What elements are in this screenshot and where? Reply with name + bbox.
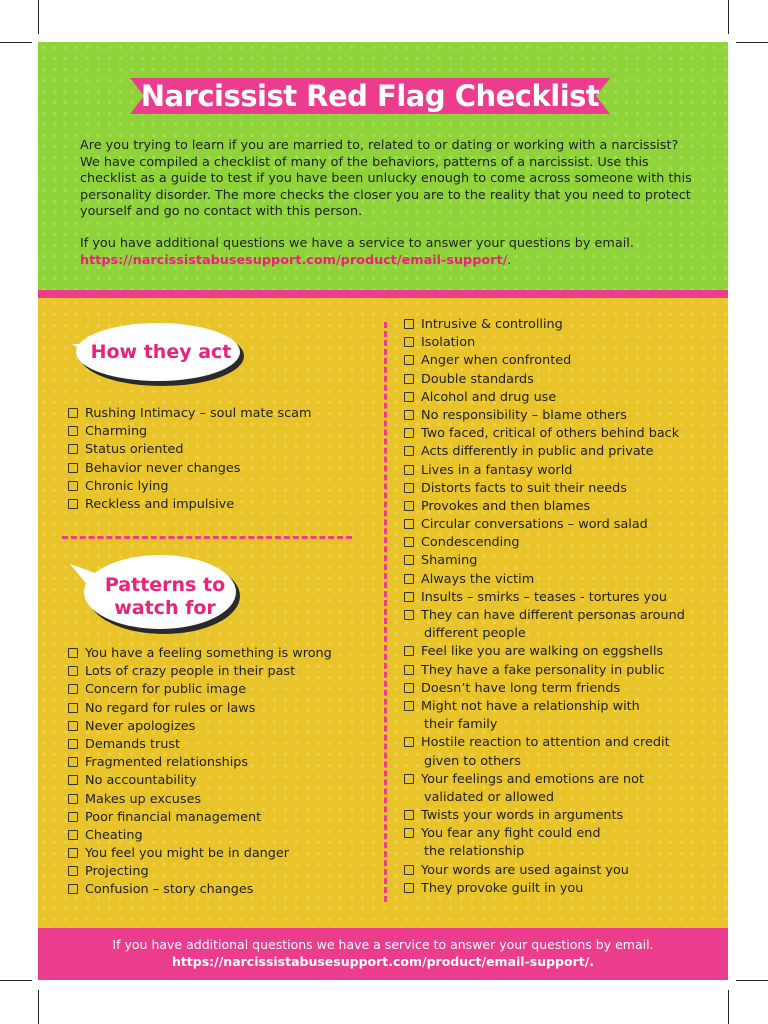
- list-item[interactable]: Anger when confronted: [404, 352, 685, 370]
- checkbox-icon[interactable]: [68, 666, 78, 676]
- crop-mark: [728, 0, 729, 34]
- section-divider: [62, 536, 352, 539]
- checkbox-icon[interactable]: [68, 775, 78, 785]
- checkbox-icon[interactable]: [404, 810, 414, 820]
- page-title: Narcissist Red Flag Checklist: [140, 79, 600, 113]
- checkbox-icon[interactable]: [68, 848, 78, 858]
- checkbox-icon[interactable]: [68, 444, 78, 454]
- list-item-continuation: different people: [424, 626, 526, 642]
- list-item[interactable]: You feel you might be in danger: [68, 845, 332, 863]
- checkbox-icon[interactable]: [68, 408, 78, 418]
- checkbox-icon[interactable]: [404, 555, 414, 565]
- checkbox-icon[interactable]: [68, 812, 78, 822]
- list-item-continuation: given to others: [424, 753, 521, 769]
- column-divider: [384, 322, 387, 902]
- list-item[interactable]: Alcohol and drug use: [404, 389, 685, 407]
- checkbox-icon[interactable]: [68, 463, 78, 473]
- checkbox-icon[interactable]: [404, 683, 414, 693]
- intro-paragraph: Are you trying to learn if you are married to, related to or dating or working with a narcissist? We have compiled a checklist of many of the behaviors, patterns of a narcissist. Use this checklist as a guide to test if you have been unlucky enough to come across someone with this personality disorder. The more checks the closer you are to the reality that you need to protect yourself and go no contact with this person.: [80, 138, 692, 220]
- list-item[interactable]: Twists your words in arguments: [404, 807, 685, 825]
- checkbox-icon[interactable]: [68, 794, 78, 804]
- checkbox-icon[interactable]: [404, 410, 414, 420]
- list-item[interactable]: Might not have a relationship with: [404, 698, 685, 716]
- checkbox-icon[interactable]: [68, 866, 78, 876]
- crop-mark: [728, 990, 729, 1024]
- checkbox-icon[interactable]: [404, 610, 414, 620]
- checkbox-icon[interactable]: [404, 883, 414, 893]
- checkbox-icon[interactable]: [404, 646, 414, 656]
- list-item[interactable]: Doesn’t have long term friends: [404, 680, 685, 698]
- list-item[interactable]: They have a fake personality in public: [404, 662, 685, 680]
- list-item[interactable]: Double standards: [404, 371, 685, 389]
- footer-link[interactable]: https://narcissistabusesupport.com/product/email-support/.: [171, 954, 595, 969]
- list-item[interactable]: Condescending: [404, 534, 685, 552]
- list-item[interactable]: Isolation: [404, 334, 685, 352]
- footer-text: If you have additional questions we have a service to answer your questions by email.: [112, 937, 654, 952]
- crop-mark: [0, 980, 32, 981]
- list-item[interactable]: Charming: [68, 423, 311, 441]
- checkbox-icon[interactable]: [404, 665, 414, 675]
- list-item-continuation: validated or allowed: [424, 789, 554, 805]
- checkbox-icon[interactable]: [404, 319, 414, 329]
- checkbox-icon[interactable]: [404, 537, 414, 547]
- footer: [38, 928, 728, 980]
- checklist-sheet: [38, 42, 728, 980]
- checkbox-icon[interactable]: [404, 865, 414, 875]
- list-item[interactable]: Distorts facts to suit their needs: [404, 480, 685, 498]
- list-item[interactable]: Reckless and impulsive: [68, 496, 311, 514]
- how-they-act-list: [68, 405, 311, 514]
- list-item[interactable]: Two faced, critical of others behind back: [404, 425, 685, 443]
- section-title-patterns: Patterns to watch for: [104, 574, 226, 619]
- checkbox-icon[interactable]: [68, 481, 78, 491]
- checkbox-icon[interactable]: [404, 828, 414, 838]
- checkbox-icon[interactable]: [404, 774, 414, 784]
- checkbox-icon[interactable]: [404, 465, 414, 475]
- checkbox-icon[interactable]: [68, 703, 78, 713]
- title-banner: [130, 74, 610, 118]
- checkbox-icon[interactable]: [404, 428, 414, 438]
- crop-mark: [0, 42, 32, 43]
- list-item[interactable]: Never apologizes: [68, 718, 332, 736]
- checkbox-icon[interactable]: [68, 426, 78, 436]
- list-item[interactable]: Fragmented relationships: [68, 754, 332, 772]
- list-item-continuation: the relationship: [424, 844, 525, 860]
- list-item[interactable]: No accountability: [68, 772, 332, 790]
- list-item[interactable]: Confusion – story changes: [68, 881, 332, 899]
- patterns-list: [68, 645, 332, 900]
- checkbox-icon[interactable]: [404, 446, 414, 456]
- checkbox-icon[interactable]: [404, 574, 414, 584]
- right-checklist: [404, 316, 685, 898]
- checkbox-icon[interactable]: [404, 337, 414, 347]
- checkbox-icon[interactable]: [404, 355, 414, 365]
- checkbox-icon[interactable]: [68, 739, 78, 749]
- list-item[interactable]: Cheating: [68, 827, 332, 845]
- crop-mark: [38, 990, 39, 1024]
- checkbox-icon[interactable]: [404, 483, 414, 493]
- list-item[interactable]: Concern for public image: [68, 681, 332, 699]
- checkbox-icon[interactable]: [404, 592, 414, 602]
- patterns-bubble: [68, 554, 248, 640]
- list-item[interactable]: Chronic lying: [68, 478, 311, 496]
- list-item[interactable]: Behavior never changes: [68, 460, 311, 478]
- checkbox-icon[interactable]: [68, 499, 78, 509]
- crop-mark: [736, 42, 768, 43]
- list-item[interactable]: Circular conversations – word salad: [404, 516, 685, 534]
- list-item[interactable]: Demands trust: [68, 736, 332, 754]
- list-item-continuation: their family: [424, 717, 498, 733]
- list-item[interactable]: No regard for rules or laws: [68, 700, 332, 718]
- checkbox-icon[interactable]: [404, 519, 414, 529]
- list-item[interactable]: Shaming: [404, 552, 685, 570]
- list-item[interactable]: Rushing Intimacy – soul mate scam: [68, 405, 311, 423]
- list-item[interactable]: Poor financial management: [68, 809, 332, 827]
- list-item[interactable]: You fear any fight could end: [404, 825, 685, 843]
- contact-link-suffix: .: [507, 252, 512, 268]
- list-item[interactable]: Lots of crazy people in their past: [68, 663, 332, 681]
- list-item[interactable]: Makes up excuses: [68, 791, 332, 809]
- list-item[interactable]: Lives in a fantasy world: [404, 462, 685, 480]
- list-item[interactable]: No responsibility – blame others: [404, 407, 685, 425]
- list-item[interactable]: Intrusive & controlling: [404, 316, 685, 334]
- how-they-act-bubble: [68, 322, 248, 394]
- checkbox-icon[interactable]: [68, 757, 78, 767]
- checkbox-icon[interactable]: [404, 392, 414, 402]
- list-item[interactable]: They can have different personas around: [404, 607, 685, 625]
- divider-bar: [38, 290, 728, 298]
- section-title-how-they-act: How they act: [90, 341, 232, 363]
- list-item[interactable]: Feel like you are walking on eggshells: [404, 643, 685, 661]
- checkbox-icon[interactable]: [404, 374, 414, 384]
- list-item[interactable]: You have a feeling something is wrong: [68, 645, 332, 663]
- list-item[interactable]: Your words are used against you: [404, 862, 685, 880]
- checkbox-icon[interactable]: [68, 830, 78, 840]
- list-item[interactable]: Acts differently in public and private: [404, 443, 685, 461]
- checkbox-icon[interactable]: [404, 701, 414, 711]
- checkbox-icon[interactable]: [404, 737, 414, 747]
- checkbox-icon[interactable]: [68, 721, 78, 731]
- list-item[interactable]: Hostile reaction to attention and credit: [404, 734, 685, 752]
- contact-paragraph: [80, 236, 700, 269]
- checkbox-icon[interactable]: [404, 501, 414, 511]
- contact-text: If you have additional questions we have a service to answer your questions by email.: [80, 236, 634, 251]
- list-item[interactable]: Status oriented: [68, 441, 311, 459]
- list-item[interactable]: Projecting: [68, 863, 332, 881]
- list-item[interactable]: They provoke guilt in you: [404, 880, 685, 898]
- list-item[interactable]: Provokes and then blames: [404, 498, 685, 516]
- contact-link[interactable]: https://narcissistabusesupport.com/product/email-support/: [80, 252, 508, 268]
- list-item[interactable]: Insults – smirks – teases - tortures you: [404, 589, 685, 607]
- checkbox-icon[interactable]: [68, 684, 78, 694]
- crop-mark: [736, 980, 768, 981]
- list-item[interactable]: Your feelings and emotions are not: [404, 771, 685, 789]
- checkbox-icon[interactable]: [68, 648, 78, 658]
- list-item[interactable]: Always the victim: [404, 571, 685, 589]
- checkbox-icon[interactable]: [68, 884, 78, 894]
- crop-mark: [38, 0, 39, 34]
